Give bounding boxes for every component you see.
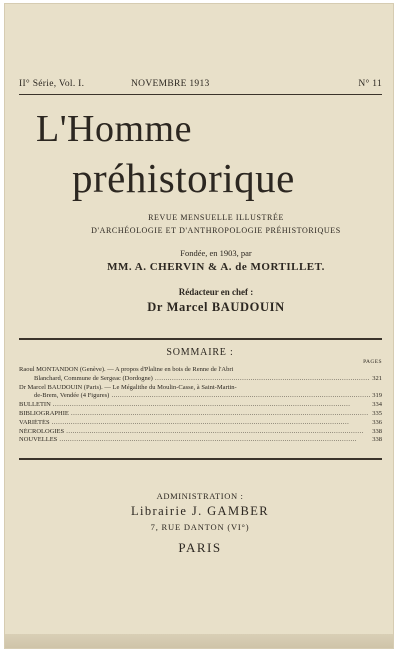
toc-row [19,392,382,401]
toc-entry-text: de-Brem, Vendée (4 Figures) ..... [34,392,382,399]
journal-subtitle: REVUE MENSUELLE ILLUSTRÉE [148,213,284,222]
publisher-city: PARIS [178,540,222,555]
toc-row [19,428,382,437]
toc-row [19,410,382,419]
toc-row [19,401,382,410]
toc-row [19,375,382,384]
toc-row [19,366,382,375]
pages-label: PAGES [363,359,382,365]
toc-page-number: 338 [372,427,382,435]
journal-title-line2: préhistorique [72,155,295,201]
toc-entry-text: VARIÉTÉS ..... [19,419,349,426]
toc-page-number: 321 [372,374,382,382]
toc-entry-text: NÉCROLOGIES ..... [19,428,364,435]
sommaire-bottom-rule [19,458,382,460]
toc-entry-text: BIBLIOGRAPHIE ..... [19,410,368,417]
editor-label: Rédacteur en chef : [178,287,254,297]
journal-title-line1: L'Homme [36,108,192,150]
toc-page-number: 334 [372,401,382,409]
toc-entry-text: BULLETIN ..... [19,401,350,408]
founded-line: Fondée, en 1903, par [180,248,252,258]
editor-name: Dr Marcel BAUDOUIN [147,300,285,314]
issue-number: N° 11 [358,79,382,89]
journal-subtitle-2: D'ARCHÉOLOGIE ET D'ANTHROPOLOGIE PRÉHISTORIQUES [91,226,341,235]
series-volume: II° Série, Vol. I. [19,79,85,89]
toc-entry-text: Raoul MONTANDON (Genève). — A propos d'Plaline en bois de Renne de l'Abri [19,366,234,373]
administration-label: ADMINISTRATION : [156,491,244,501]
publisher-name: Librairie J. GAMBER [130,504,270,518]
toc-page-number: 319 [372,392,382,400]
toc-entry-text: Dr Marcel BAUDOUIN (Paris). — Le Mégalithe du Moulin-Casse, à Saint-Martin- [19,383,237,391]
toc-page-number: 335 [372,409,382,417]
toc-row [19,419,382,428]
toc-page-number: 336 [372,418,382,426]
toc-entry-text: NOUVELLES ..... [19,436,357,443]
founders: MM. A. CHERVIN & A. de MORTILLET. [107,261,325,273]
sommaire-heading: SOMMAIRE : [166,347,234,358]
header-rule [19,94,382,95]
issue-date: NOVEMBRE 1913 [131,79,210,89]
sommaire-top-rule [19,338,382,340]
publisher-address: 7, RUE DANTON (VI°) [150,522,250,532]
table-of-contents [19,366,382,445]
toc-row [19,384,382,393]
toc-row [19,436,382,445]
toc-entry-text: Blanchard, Commune de Sergeac (Dordogne) ..... [34,375,382,382]
toc-page-number: 338 [372,436,382,444]
